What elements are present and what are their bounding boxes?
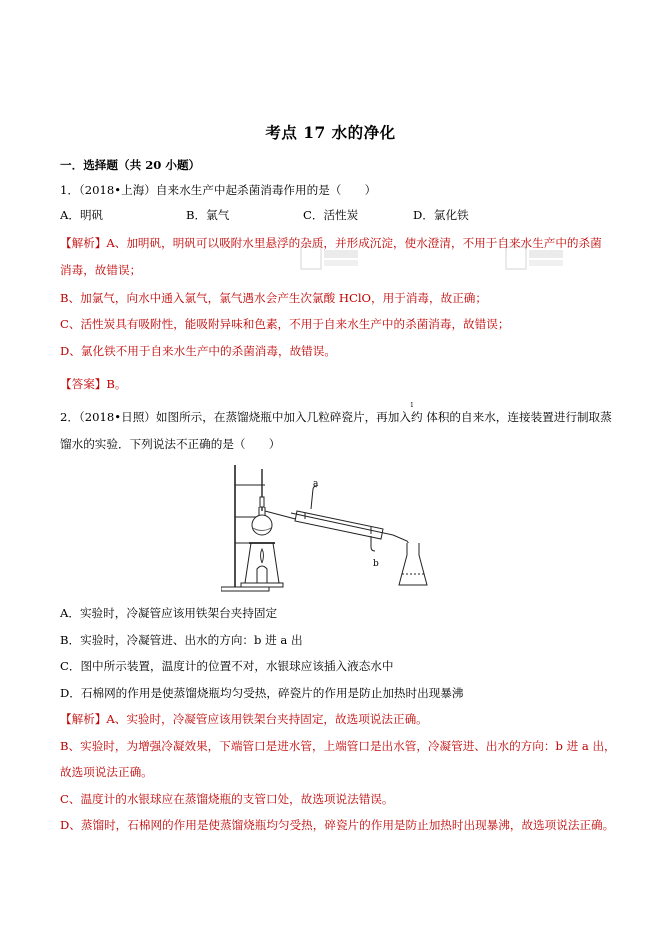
q2-fraction-numerator: 1 (410, 402, 414, 409)
q2-analysis-line-4: C、温度计的水银球应在蒸馏烧瓶的支管口处，故选项说法错误。 (60, 792, 394, 806)
q2-option-b: B．实验时，冷凝管进、出水的方向：b 进 a 出 (60, 633, 303, 647)
q2-analysis-line-3: 故选项说法正确。 (60, 765, 153, 779)
q1-option-d: D．氯化铁 (413, 208, 469, 222)
q2-stem-line-1: 2．（2018•日照）如图所示，在蒸馏烧瓶中加入几粒碎瓷片，再加入约 体积的自来水，连接装置进行制取蒸 (60, 410, 612, 424)
q2-option-d: D．石棉网的作用是使蒸馏烧瓶均匀受热，碎瓷片的作用是防止加热时出现暴沸 (60, 686, 464, 700)
q1-answer: 【答案】B。 (60, 377, 127, 391)
q2-option-c: C．图中所示装置，温度计的位置不对，水银球应该插入液态水中 (60, 659, 394, 673)
q1-option-b: B．氯气 (186, 208, 230, 222)
q1-stem: 1．（2018•上海）自来水生产中起杀菌消毒作用的是（ ） (60, 183, 377, 197)
q2-analysis-line-1: 【解析】A、实验时，冷凝管应该用铁架台夹持固定，故选项说法正确。 (60, 712, 428, 726)
section-heading: 一．选择题（共 20 小题） (60, 158, 201, 172)
page-title: 考点 17 水的净化 (265, 123, 396, 142)
q1-analysis-line-5: D、氯化铁不用于自来水生产中的杀菌消毒，故错误。 (60, 344, 336, 358)
distillation-apparatus-diagram (221, 463, 446, 593)
q1-option-c: C．活性炭 (303, 208, 359, 222)
q1-analysis-line-2: 消毒，故错误； (60, 263, 142, 277)
q1-option-a: A．明矾 (60, 208, 104, 222)
q1-analysis-line-1: 【解析】A、加明矾，明矾可以吸附水里悬浮的杂质，并形成沉淀，使水澄清，不用于自来水生产中的杀菌 (60, 236, 602, 250)
q2-option-a: A．实验时，冷凝管应该用铁架台夹持固定 (60, 606, 278, 620)
q1-analysis-line-4: C、活性炭具有吸附性，能吸附异味和色素，不用于自来水生产中的杀菌消毒，故错误； (60, 317, 510, 331)
q1-analysis-line-3: B、加氯气，向水中通入氯气，氯气遇水会产生次氯酸 HClO，用于消毒，故正确； (60, 291, 487, 305)
q1-options (60, 207, 620, 225)
q2-analysis-line-5: D、蒸馏时，石棉网的作用是使蒸馏烧瓶均匀受热，碎瓷片的作用是防止加热时出现暴沸，故选项说法正确。 (60, 818, 615, 832)
q2-analysis-line-2: B、实验时，为增强冷凝效果，下端管口是进水管，上端管口是出水管，冷凝管进、出水的方向：b 进 a 出， (60, 739, 616, 753)
q2-stem-line-2: 馏水的实验．下列说法不正确的是（ ） (60, 437, 281, 451)
diagram-label-a: a (313, 479, 319, 489)
diagram-label-b: b (373, 559, 379, 569)
